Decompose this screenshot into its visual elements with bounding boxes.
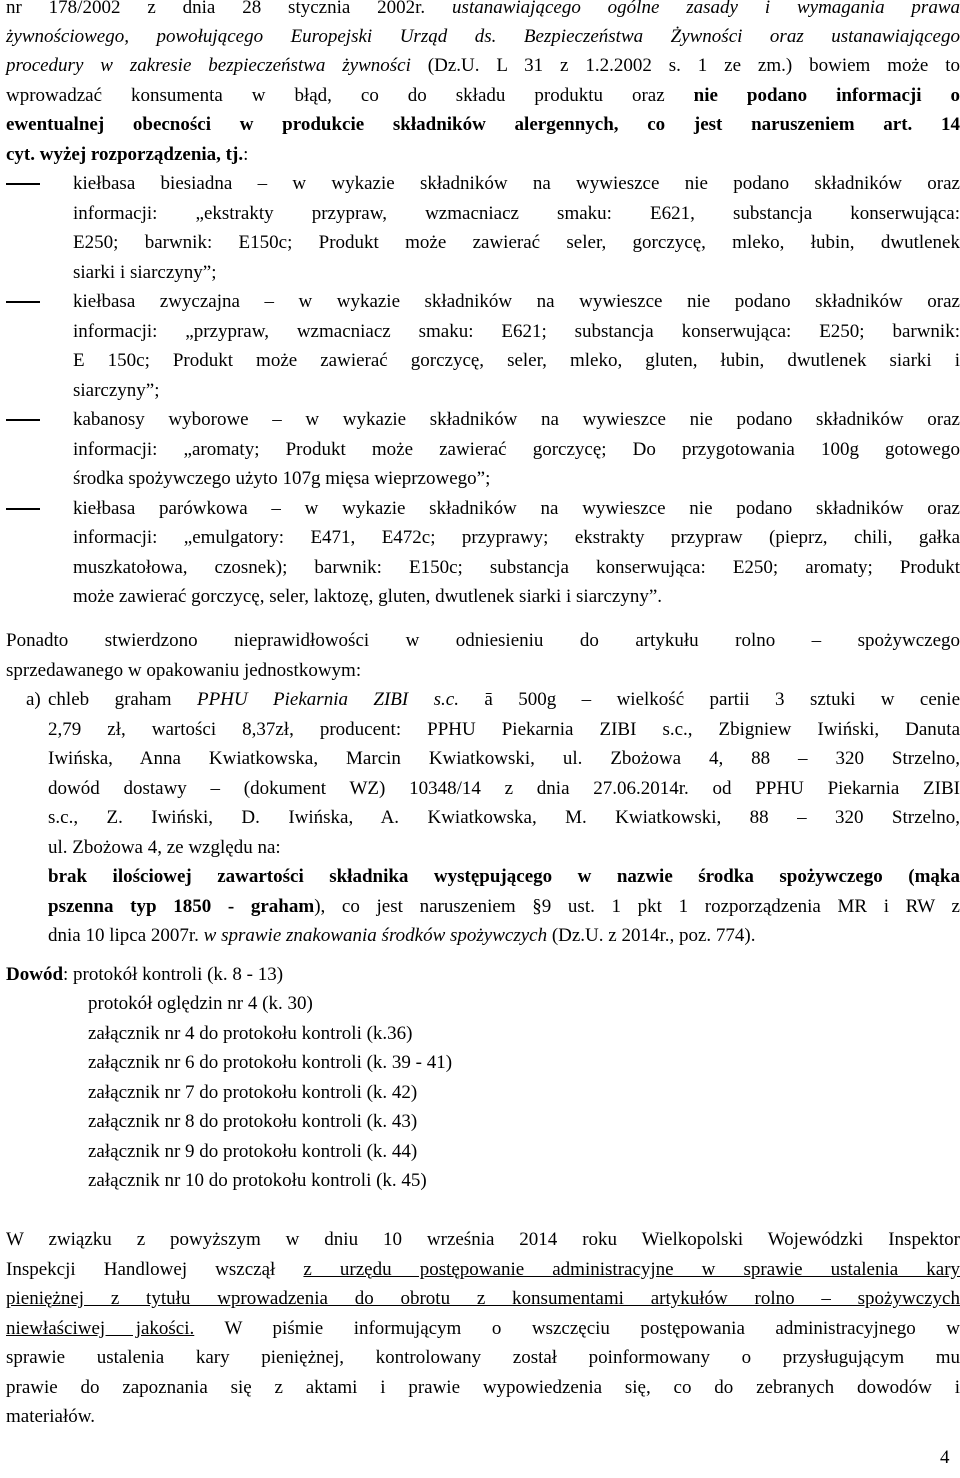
text-line: Inspekcji Handlowej wszczął z urzędu postępowanie administracyjne w sprawie ustalenia kary — [6, 1259, 960, 1280]
list-marker: a) — [26, 689, 41, 710]
dash-marker — [6, 419, 40, 421]
text-line: może zawierać gorczycę, seler, laktozę, gluten, dwutlenek siarki i siarczyny”. — [73, 586, 663, 607]
text-line: środka spożywczego użyto 107g mięsa wieprzowego”; — [73, 468, 491, 489]
evidence-line: Dowód: protokół kontroli (k. 8 - 13) — [6, 964, 284, 985]
text-line: kiełbasa parówkowa – w wykazie składników na wywieszce nie podano składników oraz — [73, 498, 960, 519]
dash-marker — [6, 183, 40, 185]
text-line: żywnościowego, powołującego Europejski Urząd ds. Bezpieczeństwa Żywności oraz ustanawiającego — [6, 26, 960, 47]
dash-marker — [6, 301, 40, 303]
text-line: ul. Zbożowa 4, ze względu na: — [48, 837, 281, 858]
page-number: 4 — [940, 1447, 950, 1468]
text-line: cyt. wyżej rozporządzenia, tj.: — [6, 144, 249, 165]
text-line: materiałów. — [6, 1406, 95, 1427]
text-line: sprawie ustalenia kary pieniężnej, kontrolowany został poinformowany o przysługującym mu — [6, 1347, 960, 1368]
text-line: wprowadzać konsumenta w błąd, co do składu produktu oraz nie podano informacji o — [6, 85, 960, 106]
text-line: dnia 10 lipca 2007r. w sprawie znakowania środków spożywczych (Dz.U. z 2014r., poz. 774). — [48, 925, 756, 946]
text-line: Iwińska, Anna Kwiatkowska, Marcin Kwiatkowski, ul. Zbożowa 4, 88 – 320 Strzelno, — [48, 748, 960, 769]
text-line: E250; barwnik: E150c; Produkt może zawierać seler, gorczycę, mleko, łubin, dwutlenek — [73, 232, 960, 253]
text-line: kabanosy wyborowe – w wykazie składników na wywieszce nie podano składników oraz — [73, 409, 960, 430]
text-line: s.c., Z. Iwiński, D. Iwińska, A. Kwiatkowska, M. Kwiatkowski, 88 – 320 Strzelno, — [48, 807, 960, 828]
text-line: sprzedawanego w opakowaniu jednostkowym: — [6, 660, 362, 681]
text-line: E 150c; Produkt może zawierać gorczycę, seler, mleko, gluten, łubin, dwutlenek siarki i — [73, 350, 960, 371]
dash-marker — [6, 508, 40, 510]
text-line: ewentualnej obecności w produkcie składników alergennych, co jest naruszeniem art. 14 — [6, 114, 960, 135]
text-line: prawie do zapoznania się z aktami i prawie wypowiedzenia się, co do zebranych dowodów i — [6, 1377, 960, 1398]
text-line: kiełbasa biesiadna – w wykazie składników na wywieszce nie podano składników oraz — [73, 173, 960, 194]
evidence-line: załącznik nr 10 do protokołu kontroli (k. 45) — [88, 1170, 427, 1191]
text-line: W związku z powyższym w dniu 10 września 2014 roku Wielkopolski Wojewódzki Inspektor — [6, 1229, 960, 1250]
text-line: siarczyny”; — [73, 380, 160, 401]
text-line: informacji: „ekstrakty przypraw, wzmacniacz smaku: E621, substancja konserwująca: — [73, 203, 960, 224]
text-line: muszkatołowa, czosnek); barwnik: E150c; substancja konserwująca: E250; aromaty; Produkt — [73, 557, 960, 578]
text-line: kiełbasa zwyczajna – w wykazie składników na wywieszce nie podano składników oraz — [73, 291, 960, 312]
evidence-line: załącznik nr 9 do protokołu kontroli (k. 44) — [88, 1141, 418, 1162]
text-line: procedury w zakresie bezpieczeństwa żywności (Dz.U. L 31 z 1.2.2002 s. 1 ze zm.) bowiem może to — [6, 55, 960, 76]
text-line: nr 178/2002 z dnia 28 stycznia 2002r. ustanawiającego ogólne zasady i wymagania prawa — [6, 0, 960, 18]
text-line: informacji: „aromaty; Produkt może zawierać gorczycę; Do przygotowania 100g gotowego — [73, 439, 960, 460]
text-line: informacji: „emulgatory: E471, E472c; przyprawy; ekstrakty przypraw (pieprz, chili, gałka — [73, 527, 960, 548]
evidence-line: protokół oględzin nr 4 (k. 30) — [88, 993, 313, 1014]
text-line: 2,79 zł, wartości 8,37zł, producent: PPHU Piekarnia ZIBI s.c., Zbigniew Iwiński, Danuta — [48, 719, 960, 740]
text-line: pieniężnej z tytułu wprowadzenia do obrotu z konsumentami artykułów rolno – spożywczych — [6, 1288, 960, 1309]
text-line: brak ilościowej zawartości składnika występującego w nazwie środka spożywczego (mąka — [48, 866, 960, 887]
text-line: pszenna typ 1850 - graham), co jest naruszeniem §9 ust. 1 pkt 1 rozporządzenia MR i RW z — [48, 896, 960, 917]
text-line: dowód dostawy – (dokument WZ) 10348/14 z dnia 27.06.2014r. od PPHU Piekarnia ZIBI — [48, 778, 960, 799]
evidence-line: załącznik nr 8 do protokołu kontroli (k. 43) — [88, 1111, 418, 1132]
text-line: siarki i siarczyny”; — [73, 262, 217, 283]
evidence-line: załącznik nr 4 do protokołu kontroli (k.36) — [88, 1023, 413, 1044]
text-line: informacji: „przypraw, wzmacniacz smaku: E621; substancja konserwująca: E250; barwnik: — [73, 321, 960, 342]
text-line: Ponadto stwierdzono nieprawidłowości w odniesieniu do artykułu rolno – spożywczego — [6, 630, 960, 651]
text-line: chleb graham PPHU Piekarnia ZIBI s.c. ā 500g – wielkość partii 3 sztuki w cenie — [48, 689, 960, 710]
evidence-line: załącznik nr 6 do protokołu kontroli (k. 39 - 41) — [88, 1052, 453, 1073]
evidence-line: załącznik nr 7 do protokołu kontroli (k. 42) — [88, 1082, 418, 1103]
text-line: niewłaściwej jakości. W piśmie informującym o wszczęciu postępowania administracyjnego w — [6, 1318, 960, 1339]
